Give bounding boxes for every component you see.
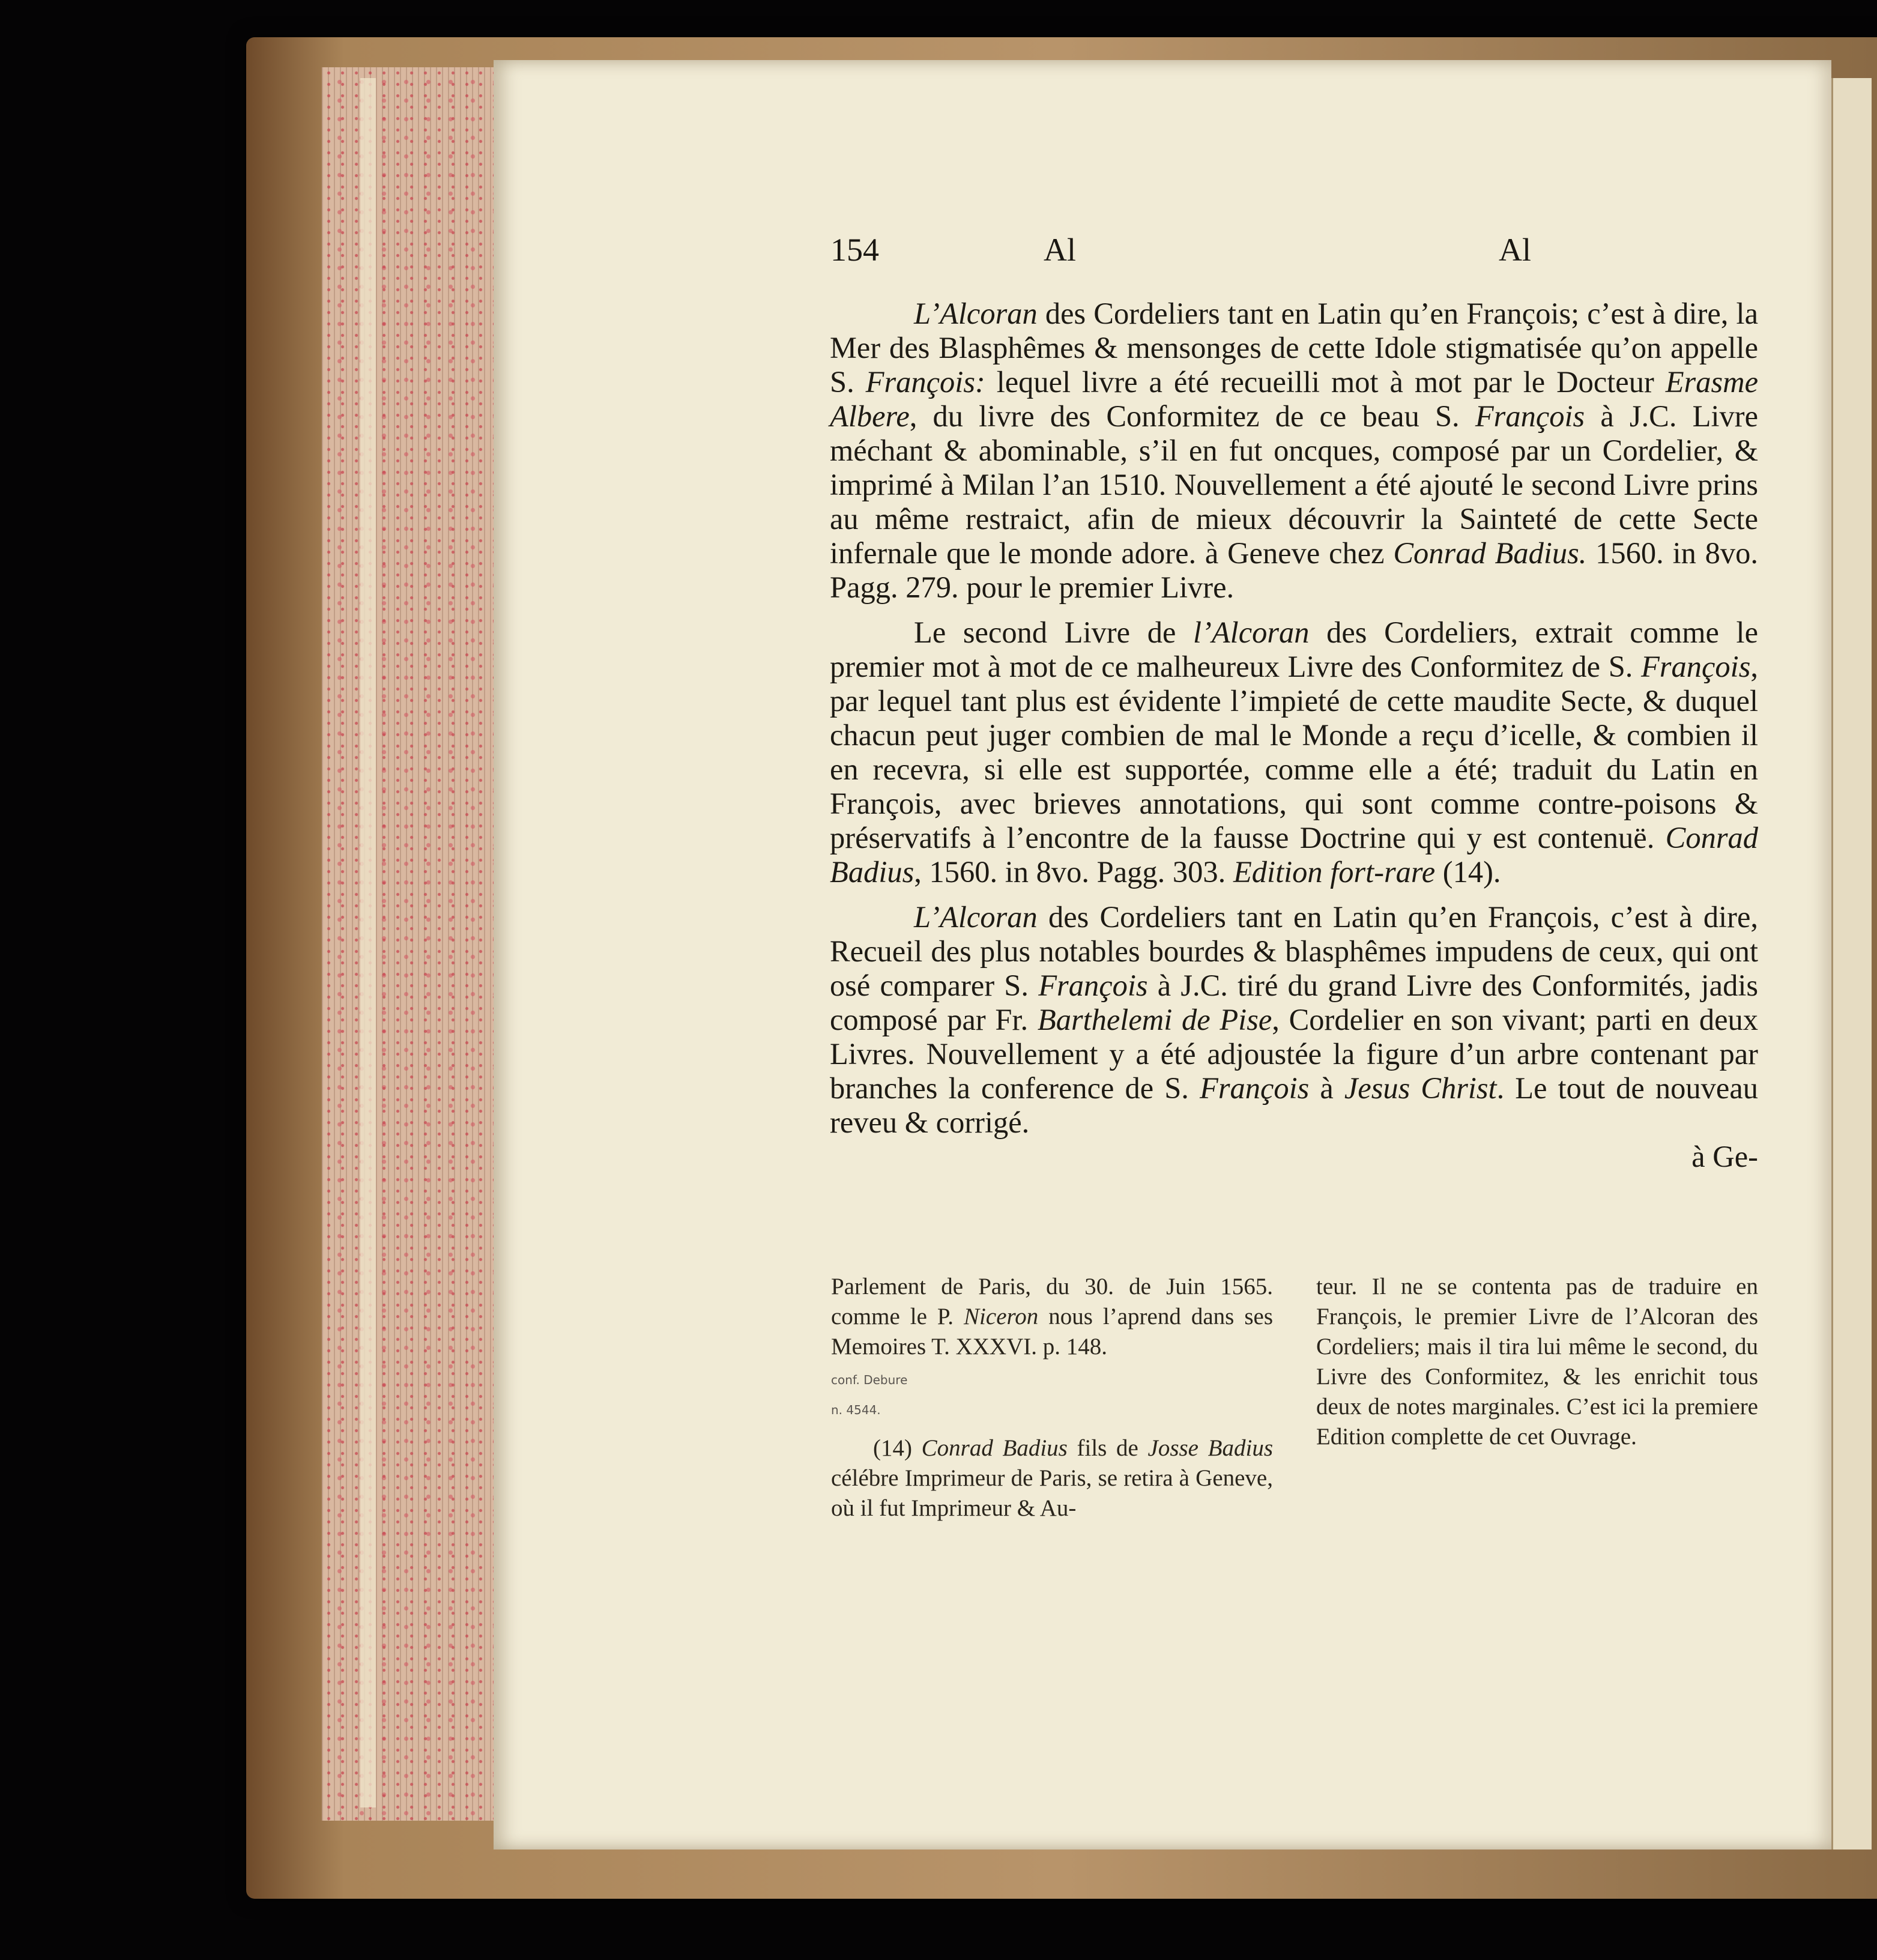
footnote-column-left [831,1272,1273,1523]
footnote-14: (14) Conrad Badius fils de Josse Badius célébre Imprimeur de Paris, se retira à Geneve, où il fut Imprimeur & Au- [831,1435,1273,1521]
entry-3: L’Alcoran des Cordeliers tant en Latin qu’en François, c’est à dire, Recueil des plus notables bourdes & blasphêmes impudens de ceux, qui ont osé comparer S. François à J.C. tiré du grand Livre des Conformités, jadis composé par Fr. Barthelemi de Pise, Cordelier en son vivant; parti en deux Livres. Nouvellement y a été adjoustée la figure d’un arbre contenant par branches la conference de S. François à Jesus Christ. Le tout de nouveau reveu & corrigé. à Ge- [830,900,1759,1173]
footnote-14-continued: teur. Il ne se contenta pas de traduire en François, le premier Livre de l’Alcoran des Cordeliers; mais il tira lui même le second, du Livre des Conformitez, & les enrichit tous deux de notes marginales. C’est ici la premiere Edition complette de cet Ouvrage. [1316,1274,1758,1450]
facing-page-edge [1831,78,1872,1850]
page-edge-highlight [360,78,376,1807]
catchword: à Ge- [1691,1140,1758,1173]
pencil-annotation: conf. Debure n. 4544. [831,1373,908,1417]
footnote-continued: Parlement de Paris, du 30. de Juin 1565. comme le P. Niceron nous l’aprend dans ses Memoires T. XXXVI. p. 148. conf. Debure n. 4544. [831,1272,1273,1425]
running-head-left: Al [1044,232,1076,268]
page-edges-stack [322,67,497,1821]
main-text [830,297,1758,1174]
page-number: 154 [830,232,879,268]
entry-2: Le second Livre de l’Alcoran des Cordeliers, extrait comme le premier mot à mot de ce malheureux Livre des Conformitez de S. François, par lequel tant plus est évidente l’impieté de cette maudite Secte, & duquel chacun peut juger combien de mal le Monde a reçu d’icelle, & combien il en recevra, si elle est supportée, comme elle a été; traduit du Latin en François, avec brieves annotations, qui sont comme contre-poisons & préservatifs à l’encontre de la fausse Doctrine qui y est contenuë. Conrad Badius, 1560. in 8vo. Pagg. 303. Edition fort-rare (14). [830,616,1758,889]
footnote-column-right [1316,1272,1758,1452]
entry-1: L’Alcoran des Cordeliers tant en Latin qu’en François; c’est à dire, la Mer des Blasphêmes & mensonges de cette Idole stigmatisée qu’on appelle S. François: lequel livre a été recueilli mot à mot par le Docteur Erasme Albere, du livre des Conformitez de ce beau S. François à J.C. Livre méchant & abominable, s’il en fut oncques, composé par un Cordelier, & imprimé à Milan l’an 1510. Nouvellement a été ajouté le second Livre prins au même restraict, afin de mieux découvrir la Sainteté de cette Secte infernale que le monde adore. à Geneve chez Conrad Badius. 1560. in 8vo. Pagg. 279. pour le premier Livre. [830,297,1759,604]
running-head-right: Al [1499,232,1531,268]
